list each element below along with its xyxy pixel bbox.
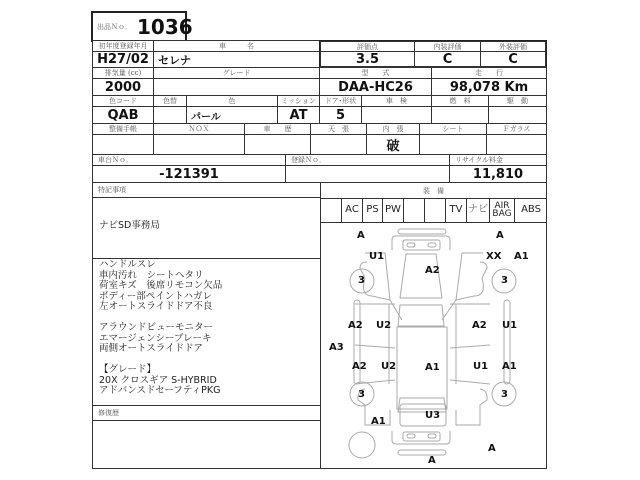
model-label: 型 式 bbox=[319, 67, 432, 79]
remark-line: エマージェンシーブレーキ bbox=[99, 332, 212, 344]
damage-code: A1 bbox=[502, 361, 517, 372]
transmission-value: AT bbox=[277, 106, 320, 124]
equipment-item-abs: ABS bbox=[514, 198, 547, 222]
damage-code: A1 bbox=[514, 251, 529, 262]
damage-code: XX bbox=[486, 251, 502, 262]
damage-code: A bbox=[357, 230, 365, 241]
car-name-label: 車 名 bbox=[153, 40, 320, 52]
damage-code: A2 bbox=[348, 320, 363, 331]
damage-code: A bbox=[496, 230, 504, 241]
damage-code: 3 bbox=[501, 389, 508, 400]
color-code-label: 色コード bbox=[92, 95, 154, 107]
glass-label: Ｆガラス bbox=[486, 123, 547, 135]
history-label: 車 歴 bbox=[244, 123, 311, 135]
seat-label: シート bbox=[419, 123, 487, 135]
equipment-item bbox=[403, 198, 424, 222]
damage-code: U3 bbox=[425, 410, 441, 421]
history-value bbox=[244, 134, 311, 155]
remark-line: 両側オートスライドドア bbox=[99, 343, 203, 354]
equipment-item bbox=[320, 198, 341, 222]
equipment-item-ps: PS bbox=[362, 198, 382, 222]
equipment-item-ac: AC bbox=[341, 198, 362, 222]
remarks-top-box bbox=[92, 197, 321, 259]
damage-code: A1 bbox=[425, 362, 440, 373]
color-change-value bbox=[153, 106, 187, 124]
grade-value bbox=[153, 78, 320, 96]
damage-code: A2 bbox=[425, 265, 440, 276]
damage-code: U1 bbox=[502, 320, 518, 331]
color-code-value: QAB bbox=[92, 106, 154, 124]
chassis-label: 車台Ｎｏ． bbox=[92, 154, 286, 166]
equipment-item-navi: ナビ bbox=[466, 198, 489, 222]
equipment-label: 装 備 bbox=[320, 182, 547, 199]
damage-code: U2 bbox=[376, 320, 392, 331]
remark-line: アドバンスドセーフティPKG bbox=[99, 385, 221, 396]
nox-label: ＮＯＸ bbox=[153, 123, 245, 135]
interior-trim-value: 破 bbox=[366, 134, 420, 155]
score-label: 評価点 bbox=[320, 41, 415, 52]
damage-code: U1 bbox=[473, 361, 489, 372]
color-label: 色 bbox=[186, 95, 278, 107]
transmission-label: ミッション bbox=[277, 95, 320, 107]
damage-code: A bbox=[428, 455, 436, 466]
remark-line: 左オートスライドドア不良 bbox=[99, 301, 213, 312]
equipment-item-pw: PW bbox=[382, 198, 403, 222]
fuel-label: 燃 料 bbox=[431, 95, 489, 107]
remarks-body bbox=[92, 258, 321, 406]
grade-label: グレード bbox=[153, 67, 320, 79]
nox-value bbox=[153, 134, 245, 155]
damage-code: A bbox=[488, 443, 496, 454]
color-change-label: 色替 bbox=[153, 95, 187, 107]
repair-history-value bbox=[92, 420, 321, 469]
exterior-score-label: 外装評価 bbox=[480, 41, 546, 52]
remark-line: 20X クロスギア S-HYBRID bbox=[99, 374, 217, 386]
exterior-score-value: C bbox=[480, 51, 546, 67]
ceiling-value bbox=[310, 134, 367, 155]
mileage-label: 走 行 bbox=[431, 67, 547, 79]
fuel-value bbox=[431, 106, 489, 124]
interior-score-label: 内装評価 bbox=[414, 41, 481, 52]
damage-code: A1 bbox=[371, 416, 386, 427]
remark-line: 荷室キズ 後席リモコン欠品 bbox=[99, 280, 223, 291]
damage-code: U1 bbox=[369, 251, 385, 262]
interior-score-value: C bbox=[414, 51, 481, 67]
displacement-value: 2000 bbox=[92, 78, 154, 96]
remark-line: ハンドルスレ bbox=[99, 259, 156, 270]
damage-code: U2 bbox=[381, 361, 397, 372]
drive-label: 駆 動 bbox=[488, 95, 547, 107]
listing-number-box bbox=[91, 11, 193, 42]
car-outline-icon bbox=[320, 222, 547, 469]
inspection-label: 車 検 bbox=[361, 95, 432, 107]
car-name-value: セレナ bbox=[153, 51, 320, 68]
chassis-value: -121391 bbox=[92, 165, 286, 183]
doors-label: ドア･形状 bbox=[319, 95, 362, 107]
remark-line: 【グレード】 bbox=[99, 364, 157, 375]
equipment-item-airbag: AIR BAG bbox=[489, 198, 514, 222]
first-reg-label: 初年度登録年月 bbox=[92, 40, 154, 52]
displacement-label: 排気量 (cc) bbox=[92, 67, 154, 79]
damage-code: 3 bbox=[501, 275, 508, 286]
recycle-value: 11,810 bbox=[449, 165, 547, 183]
damage-code: A2 bbox=[472, 320, 487, 331]
equipment-item bbox=[424, 198, 445, 222]
remark-line: ボディー部ペイントハガレ bbox=[99, 290, 213, 302]
remarks-top-note: ナビSD事務局 bbox=[99, 220, 160, 231]
doors-value: 5 bbox=[319, 106, 362, 124]
damage-code: A3 bbox=[329, 342, 344, 353]
equipment-item-tv: TV bbox=[445, 198, 466, 222]
listing-number-label: 出品Ｎｏ． bbox=[97, 23, 132, 31]
damage-code: A2 bbox=[352, 361, 367, 372]
registration-value bbox=[285, 165, 450, 183]
color-value: パール bbox=[186, 106, 278, 124]
ceiling-label: 天 張 bbox=[310, 123, 367, 135]
remarks-label: 特記事項 bbox=[92, 182, 321, 198]
maintenance-label: 整備手帳 bbox=[92, 123, 154, 135]
mileage-value: 98,078 Km bbox=[431, 78, 547, 96]
maintenance-value bbox=[92, 134, 154, 155]
model-value: DAA-HC26 bbox=[319, 78, 432, 96]
remark-line: アラウンドビューモニター bbox=[99, 322, 214, 333]
recycle-label: リサイクル料金 bbox=[449, 154, 547, 166]
remark-line: 車内汚れ シートヘタリ bbox=[99, 269, 204, 281]
damage-code: 3 bbox=[358, 389, 365, 400]
glass-value bbox=[486, 134, 547, 155]
interior-trim-label: 内 張 bbox=[366, 123, 420, 135]
inspection-value bbox=[361, 106, 432, 124]
registration-label: 登録Ｎｏ． bbox=[285, 154, 450, 166]
repair-history-label: 修復歴 bbox=[92, 405, 321, 421]
drive-value bbox=[488, 106, 547, 124]
first-reg-value: H27/02 bbox=[92, 51, 154, 68]
seat-value bbox=[419, 134, 487, 155]
damage-code: 3 bbox=[358, 275, 365, 286]
listing-number: 1036 bbox=[137, 15, 193, 39]
score-value: 3.5 bbox=[320, 51, 415, 67]
